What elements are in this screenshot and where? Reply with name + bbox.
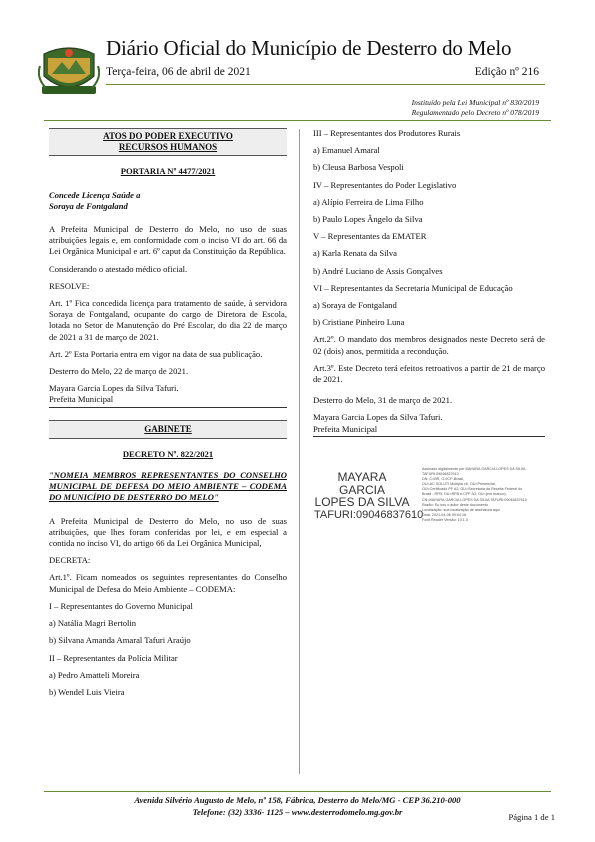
issue-date: Terça-feira, 06 de abril de 2021: [106, 66, 251, 78]
left-column: [49, 128, 287, 704]
paragraph: Art.1º. Ficam nomeados os seguintes representantes do Conselho Municipal de Defesa do Meio Ambiente – CODEMA:: [49, 572, 287, 594]
footer-rule: [44, 791, 551, 792]
signatory-name: Mayara Garcia Lopes da Silva Tafuri.: [49, 383, 179, 394]
list-item: III – Representantes dos Produtores Rurais: [313, 128, 461, 138]
digital-signature-details: [422, 467, 548, 523]
signatory-role: Prefeita Municipal: [49, 394, 287, 407]
list-item: a) Pedro Amatteli Moreira: [49, 669, 140, 680]
paragraph: A Prefeita Municipal de Desterro do Melo, no uso de suas atribuições, que lhes foram conferidas por lei, e em especial a contida no inciso VI, do artigo 66 da Lei Orgânica Municipal,: [49, 515, 287, 549]
page-number: Página 1 de 1: [508, 812, 555, 822]
portaria-summary-line1: Concede Licença Saúde a: [49, 189, 141, 200]
signature-detail-line: Brasil - RFB, OU=RFB e-CPF A3, OU=(em branco),: [422, 492, 507, 497]
list-item: I – Representantes do Governo Municipal: [49, 600, 193, 611]
list-item: b) Silvana Amanda Amaral Tafuri Araújo: [49, 635, 191, 646]
paragraph: Desterro do Melo, 22 de março de 2021.: [49, 366, 189, 377]
list-item: V – Representantes da EMATER: [313, 231, 427, 242]
decreto-title: DECRETO Nº. 822/2021: [122, 448, 214, 459]
municipal-coat-of-arms-icon: [38, 44, 100, 98]
paragraph: Considerando o atestado médico oficial.: [49, 263, 188, 274]
decreto-summary: "NOMEIA MEMBROS REPRESENTANTES DO CONSELHO MUNICIPAL DE DEFESA DO MEIO AMBIENTE – CODEMA DO MUNICÍPIO DE DESTERRO DO MELO": [49, 470, 287, 503]
signature-name-line: MAYARA GARCIA: [337, 470, 387, 497]
section-title: GABINETE: [144, 423, 192, 434]
header-rule: [106, 84, 545, 85]
list-item: IV – Representantes do Poder Legislativo: [313, 179, 457, 190]
legal-basis-decree: Regulamentado pelo Decreto nº 078/2019: [411, 108, 539, 117]
signatory-role: Prefeita Municipal: [313, 424, 545, 437]
paragraph: Art.2º. O mandato dos membros designados neste Decreto será de 02 (dois) anos, permitida a recondução.: [313, 334, 545, 356]
paragraph: Art. 2º Esta Portaria entra em vigor na data de sua publicação.: [49, 348, 263, 359]
list-item: a) Karla Renata da Silva: [313, 248, 397, 259]
legal-basis-law: Instituído pela Lei Municipal nº 830/2019: [411, 98, 539, 107]
signature-name-line: LOPES DA SILVA: [314, 495, 410, 509]
list-item: b) Cristiane Pinheiro Luna: [313, 317, 405, 328]
edition-number: Edição nº 216: [474, 66, 539, 78]
digital-signature-stamp: [314, 467, 546, 522]
column-divider: [299, 129, 300, 774]
signatory-name: Mayara Garcia Lopes da Silva Tafuri.: [313, 412, 443, 423]
signature-detail-line: OU=AC SOLUTI Multipla v5, OU=Presencial,: [422, 482, 496, 487]
list-item: a) Natália Magri Bertolin: [49, 618, 137, 629]
list-item: a) Soraya de Fontgaland: [313, 300, 397, 311]
paragraph: Desterro do Melo, 31 de março de 2021.: [313, 395, 453, 406]
section-title: ATOS DO PODER EXECUTIVO: [103, 131, 233, 141]
signature-detail-line: Foxit Reader Versão: 10.1.0: [422, 517, 468, 522]
list-item: a) Alípio Ferreira de Lima Filho: [313, 196, 424, 207]
paragraph: Art. 1º Fica concedida licença para tratamento de saúde, à servidora Soraya de Fontgaland, ocupante do cargo de Diretora de Escola, lotada no Setor de Manutenção do Pré Escolar, do dia 22 de março de 2021 a 31 de março de 2021.: [49, 298, 287, 342]
footer-contact: Telefone: (32) 3336- 1125 – www.desterrodomelo.mg.gov.br: [192, 807, 403, 817]
section-header-executive: [49, 128, 287, 156]
list-item: b) Wendel Luis Vieira: [49, 686, 125, 697]
signature-detail-line: CN=MAYARA GARCIA LOPES DA SILVA TAFURI:09046837610: [422, 497, 527, 502]
paragraph: DECRETA:: [49, 555, 91, 566]
signature-detail-line: Assinado digitalmente por MAYARA GARCIA LOPES DA SILVA: [422, 467, 526, 471]
signature-detail-line: Razão: Eu sou o autor deste documento: [422, 502, 489, 507]
signature-detail-line: Localização: sua localização de assinatura aqui: [422, 507, 500, 512]
section-header-gabinete: [49, 420, 287, 439]
paragraph: Art.3º. Este Decreto terá efeitos retroativos a partir de 21 de março de 2021.: [313, 362, 545, 385]
paragraph: A Prefeita Municipal de Desterro do Melo, no uso de suas atribuições legais e, em conformidade com o inciso VI do art. 66 da Lei Orgânica Municipal e art. 6º caput da Constituição da República.: [49, 224, 287, 257]
signature-detail-line: Data: 2021-04-06 09:04:18: [422, 512, 467, 517]
signature-detail-line: OU=Certificado PF A3, OU=Secretaria da Receita Federal do: [422, 487, 523, 492]
header-bottom-rule: [44, 120, 551, 121]
right-column: [313, 128, 545, 441]
list-item: II – Representantes da Polícia Militar: [49, 652, 178, 663]
footer-address: Avenida Silvério Augusto de Melo, nº 158, Fábrica, Desterro do Melo/MG - CEP 36.210-000: [134, 795, 461, 805]
newspaper-title: Diário Oficial do Município de Desterro do Melo: [106, 36, 512, 60]
list-item: a) Emanuel Amaral: [313, 145, 380, 156]
signature-name-line: TAFURI:09046837610: [314, 508, 424, 521]
portaria-title: PORTARIA Nº 4477/2021: [120, 166, 216, 177]
signature-detail-line: TAFURI:09046837610: [422, 472, 459, 477]
digital-signature-name: [314, 470, 424, 521]
list-item: b) André Luciano de Assis Gonçalves: [313, 265, 443, 276]
portaria-summary-line2: Soraya de Fontgaland: [49, 200, 128, 211]
section-subtitle: RECURSOS HUMANOS: [118, 142, 218, 153]
list-item: b) Cleusa Barbosa Vespoli: [313, 162, 404, 173]
signature-detail-line: DN: C=BR, O=ICP-Brasil,: [422, 477, 465, 482]
list-item: b) Paulo Lopes Ângelo da Silva: [313, 214, 423, 225]
paragraph: RESOLVE:: [49, 280, 90, 291]
list-item: VI – Representantes da Secretaria Municipal de Educação: [313, 282, 513, 293]
